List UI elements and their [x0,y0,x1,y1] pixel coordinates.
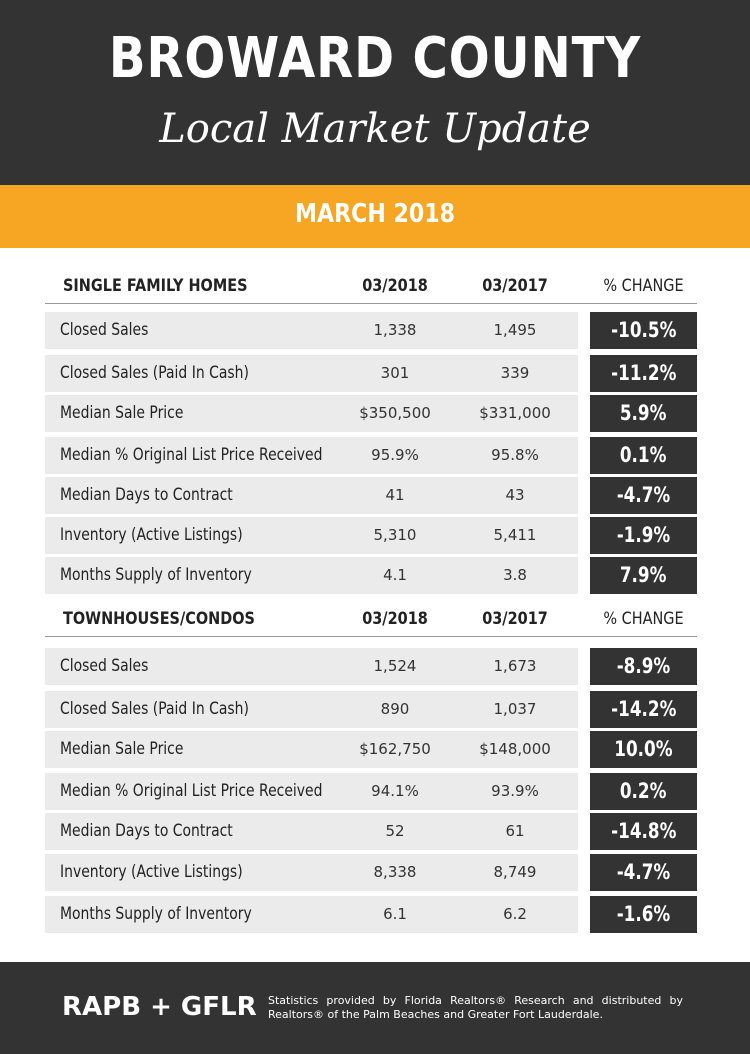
report-month: MARCH 2018 [294,199,456,229]
table-row [45,854,697,891]
value-2017: 43 [505,486,525,504]
percent-change-badge [590,813,697,850]
percent-change: -8.9% [616,654,671,678]
percent-change: -10.5% [610,318,677,342]
value-2018: 95.9% [371,446,419,464]
percent-change-badge [590,557,697,594]
percent-change: -1.9% [616,523,671,547]
row-label: Closed Sales [60,656,149,676]
percent-change-badge [590,355,697,392]
value-2017: 1,037 [493,700,537,718]
value-2017: $331,000 [479,404,551,422]
brand-logo-text: RAPB + GFLR [62,992,257,1022]
row-label: Median % Original List Price Received [60,781,323,801]
row-label: Closed Sales (Paid In Cash) [60,363,249,383]
table-row [45,896,697,933]
table-row [45,773,697,810]
percent-change: -4.7% [616,483,671,507]
value-2017: 8,749 [493,863,537,881]
percent-change-badge [590,691,697,728]
percent-change-badge [590,312,697,349]
table-row [45,395,697,432]
row-label: Median Days to Contract [60,821,233,841]
percent-change-badge [590,854,697,891]
percent-change-badge [590,395,697,432]
column-header-2018: 03/2018 [362,609,428,629]
value-2017: 95.8% [491,446,539,464]
month-banner [0,185,750,248]
page-subtitle: Local Market Update [159,106,591,152]
value-2017: 5,411 [493,526,537,544]
table-row [45,517,697,554]
percent-change: 5.9% [620,401,667,425]
table-row [45,477,697,514]
value-2018: 41 [385,486,405,504]
value-2017: 1,673 [493,657,537,675]
column-header-change: % CHANGE [603,609,684,629]
column-header-2018: 03/2018 [362,276,428,296]
percent-change: -11.2% [610,361,677,385]
value-2018: 301 [380,364,410,382]
value-2018: 890 [380,700,410,718]
percent-change-badge [590,477,697,514]
value-2017: $148,000 [479,740,551,758]
footer [0,962,750,1054]
row-label: Months Supply of Inventory [60,565,252,585]
percent-change: -1.6% [616,902,671,926]
table-row [45,691,697,728]
value-2017: 3.8 [503,566,527,584]
value-2018: 6.1 [383,905,407,923]
percent-change-badge [590,648,697,685]
percent-change: 7.9% [620,563,667,587]
percent-change-badge [590,773,697,810]
source-note: Statistics provided by Florida Realtors® Research and distributed by Realtors® of the Palm Beaches and Greater Fort Lauderdale. [268,994,683,1021]
percent-change-badge [590,896,697,933]
value-2017: 339 [500,364,530,382]
section-header-single-family [45,272,697,304]
value-2017: 6.2 [503,905,527,923]
table-row [45,557,697,594]
header-banner [0,0,750,185]
value-2018: 5,310 [373,526,417,544]
row-label: Months Supply of Inventory [60,904,252,924]
row-label: Median % Original List Price Received [60,445,323,465]
column-header-2017: 03/2017 [482,276,548,296]
table-row [45,648,697,685]
table-row [45,731,697,768]
column-header-change: % CHANGE [603,276,684,296]
value-2017: 1,495 [493,321,537,339]
percent-change-badge [590,731,697,768]
percent-change: -4.7% [616,860,671,884]
percent-change: -14.2% [610,697,677,721]
section-title: SINGLE FAMILY HOMES [63,276,248,296]
row-label: Median Sale Price [60,403,184,423]
value-2017: 61 [505,822,525,840]
page-title: BROWARD COUNTY [108,26,642,91]
row-label: Inventory (Active Listings) [60,525,243,545]
value-2018: $350,500 [359,404,431,422]
table-row [45,813,697,850]
row-label: Median Sale Price [60,739,184,759]
table-row [45,312,697,349]
row-label: Inventory (Active Listings) [60,862,243,882]
value-2018: 1,338 [373,321,417,339]
table-row [45,355,697,392]
percent-change: 0.1% [620,443,667,467]
value-2018: 94.1% [371,782,419,800]
value-2018: 1,524 [373,657,417,675]
section-header-townhouses-condos [45,605,697,637]
value-2018: 8,338 [373,863,417,881]
table-row [45,437,697,474]
value-2018: 52 [385,822,405,840]
percent-change-badge [590,437,697,474]
percent-change: 0.2% [620,779,667,803]
value-2017: 93.9% [491,782,539,800]
value-2018: $162,750 [359,740,431,758]
value-2018: 4.1 [383,566,407,584]
section-title: TOWNHOUSES/CONDOS [63,609,255,629]
percent-change: 10.0% [614,737,673,761]
percent-change: -14.8% [610,819,677,843]
percent-change-badge [590,517,697,554]
row-label: Closed Sales (Paid In Cash) [60,699,249,719]
row-label: Closed Sales [60,320,149,340]
row-label: Median Days to Contract [60,485,233,505]
column-header-2017: 03/2017 [482,609,548,629]
